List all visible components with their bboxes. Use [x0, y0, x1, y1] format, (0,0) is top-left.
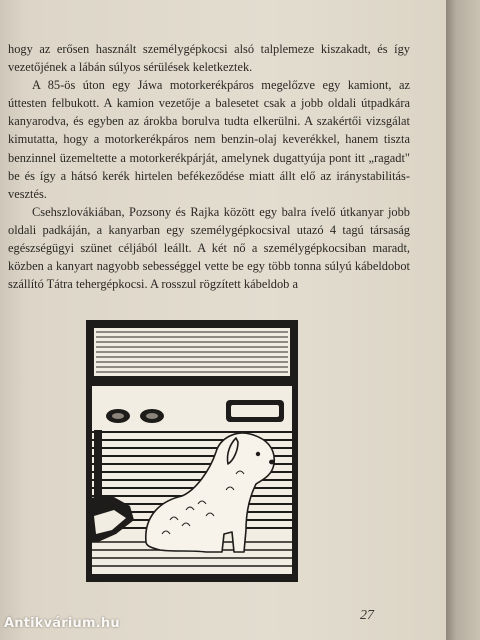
paragraph-3: Csehszlovákiában, Pozsony és Rajka között egy balra ívelő útkanyar jobb oldali padkáján, a kanyarban egy személygépkocsival utazó 4 tagú társaság egészségügyi szünet céljából leállt. A két nő a személygépkocsiban maradt, közben a kanyart nagyobb sebességgel vette be egy több tonna súlyú kábeldobot szállító Tátra tehergépkocsi. A rosszul rögzített kábeldob a: [8, 204, 410, 292]
body-text: [8, 40, 410, 293]
dog-in-car-illustration: [86, 320, 298, 582]
page-number: 27: [360, 608, 374, 623]
watermark-logo: Antikvárium.hu: [4, 616, 120, 631]
paragraph-2: A 85-ös úton egy Jáwa motorkerékpáros megelőzve egy kamiont, az úttesten felbukott. A kamion vezetője a balesetet csak a jobb oldali útpadkára kanyarodva, és egyben az árokba borulva tudta elkerülni. A szakértői vizsgálat kimutatta, hogy a motorkerékpáros nem benzin-olaj keverékkel, hanem tiszta benzinnel üzemeltette a motorkerékpárját, amelynek dugattyúja pont itt „ragadt" be és így a hátsó kerék hirtelen befékeződése miatt állt elő az iránystabilitás-vesztés.: [8, 78, 410, 201]
paragraph-1: hogy az erősen használt személygépkocsi alsó talplemeze kiszakadt, és így vezetőjének a lábán súlyos sérülések keletkeztek.: [8, 42, 410, 75]
book-spine-edge: [446, 0, 480, 640]
